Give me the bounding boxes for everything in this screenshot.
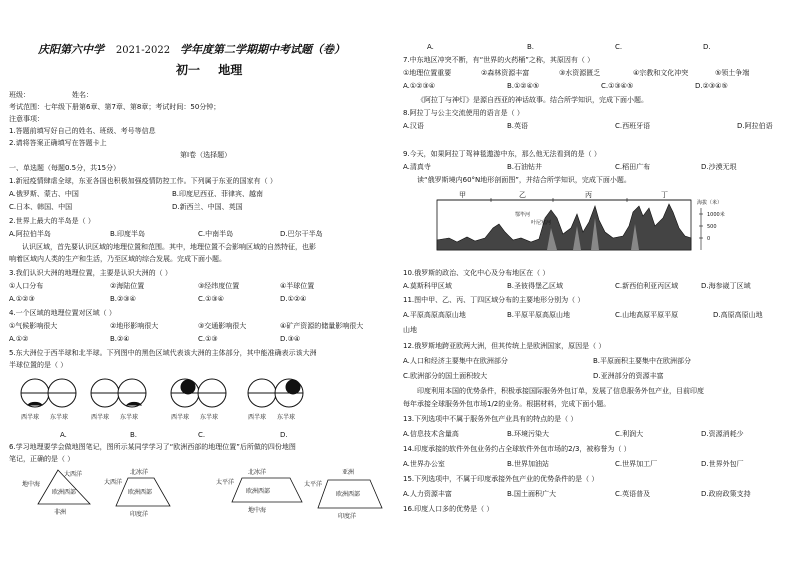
profile-tick-0: 0 (707, 236, 711, 242)
q11-option-c[interactable]: C.山地高原平原平原 (615, 311, 679, 319)
q5-option-a[interactable]: A. (60, 431, 67, 439)
q5-d-east-label: 东半球 (277, 414, 296, 421)
q6-c-left: 太平洋 (216, 479, 235, 486)
q7-stem: 7.中东地区冲突不断，有“世界的火药桶”之称，其原因有（ ） (403, 56, 595, 64)
exam-title-line (38, 44, 345, 56)
notes-title: 注意事项： (9, 115, 44, 123)
q3-option-a[interactable]: A.①②③ (9, 295, 35, 303)
q3-item-3: ③经纬度位置 (198, 282, 240, 290)
class-label: 班级： (9, 91, 30, 99)
q7-item-5: ⑤领土争端 (715, 69, 750, 77)
q3-item-4: ④半球位置 (280, 282, 315, 290)
q15-option-b[interactable]: B.国土面积广大 (507, 490, 557, 498)
q14-option-d[interactable]: D.世界外包厂 (701, 460, 744, 468)
q1-option-c[interactable]: C.日本、韩国、中国 (9, 203, 73, 211)
q3-option-d[interactable]: D.①②④ (280, 295, 307, 303)
q8-stem: 8.阿拉丁与公主交流使用的语言是（ ） (403, 109, 524, 117)
q8-option-d[interactable]: D.阿拉伯语 (737, 122, 773, 130)
passage-4-line-1: 印度利用本国的优势条件，积极承接国际服务外包订单，发展了信息服务外包产业，目前印度 (417, 387, 704, 395)
profile-left-mark: 鄂毕河 (515, 212, 531, 218)
q4-option-a[interactable]: A.①② (9, 335, 29, 343)
q6-a-side: 地中海 (22, 481, 41, 488)
q15-stem: 15.下列选项中，不属于印度承接外包产业的优势条件的是（ ） (403, 475, 599, 483)
profile-label-jia: 甲 (459, 191, 466, 199)
q7-item-4: ④宗教和文化冲突 (633, 69, 689, 77)
q9-stem: 9.今天，如果阿拉丁驾神毯遨游中东，那么他无法看到的是（ ） (403, 150, 601, 158)
q10-option-a[interactable]: A.莫斯科甲区域 (403, 282, 452, 290)
q1-option-b[interactable]: B.印度尼西亚、菲律宾、越南 (172, 190, 264, 198)
q6-a-bottom: 非洲 (54, 509, 67, 516)
q6-c-body: 欧洲西部 (246, 488, 271, 495)
q12-option-a[interactable]: A.人口和经济主要集中在欧洲部分 (403, 357, 508, 365)
q6-d-body: 欧洲西部 (336, 491, 361, 498)
q6-d-top: 亚洲 (342, 469, 355, 476)
q5-stem-line-1: 5.东大洲位于西半球和北半球。下列图中的黑色区域代表该大洲的主体部分，其中能准确表示该大洲 (9, 349, 317, 357)
q7-option-c[interactable]: C.①③④⑤ (601, 82, 634, 90)
q2-option-b[interactable]: B.印度半岛 (110, 230, 146, 238)
q4-item-3: ③交通影响很大 (198, 322, 247, 330)
q6-map-notes-figure (20, 466, 390, 528)
q14-option-a[interactable]: A.世界办公室 (403, 460, 445, 468)
q9-option-a[interactable]: A.清真寺 (403, 163, 431, 171)
q11-option-d[interactable]: D.高原高原山地 (713, 311, 763, 319)
q6-d-left: 太平洋 (304, 481, 323, 488)
q16-stem: 16.印度人口多的优势是（ ） (403, 505, 494, 513)
grade: 初一 (176, 63, 201, 77)
q6-b-top: 北冰洋 (130, 469, 149, 476)
q10-option-b[interactable]: B.圣彼得堡乙区域 (507, 282, 564, 290)
q13-option-d[interactable]: D.资源消耗少 (701, 430, 744, 438)
q10-stem: 10.俄罗斯的政治、文化中心及分布地区在（ ） (403, 269, 550, 277)
terrain-profile-figure (427, 188, 727, 260)
q13-stem: 13.下列选项中不属于服务外包产业具有的特点的是（ ） (403, 415, 578, 423)
q11-option-d-wrap: 山地 (403, 326, 417, 334)
q6-b-left: 大西洋 (104, 479, 123, 486)
q15-option-c[interactable]: C.英语普及 (615, 490, 651, 498)
q14-option-b[interactable]: B.世界加油站 (507, 460, 550, 468)
q7-item-2: ②森林资源丰富 (481, 69, 530, 77)
q10-option-c[interactable]: C.新西伯利亚丙区域 (615, 282, 679, 290)
q7-item-3: ③水资源匮乏 (559, 69, 601, 77)
q6-d-bottom: 印度洋 (338, 513, 357, 520)
q4-stem: 4.一个区域的地理位置对区域（ ） (9, 309, 116, 317)
q5-diagram-c (171, 379, 226, 407)
q7-option-d[interactable]: D.②③④⑤ (695, 82, 728, 90)
q4-option-b[interactable]: B.②④ (110, 335, 130, 343)
q9-option-c[interactable]: C.稻田广布 (615, 163, 651, 171)
passage-2: 《阿拉丁与神灯》是源自西亚的神话故事。结合所学知识，完成下面小题。 (417, 96, 648, 104)
profile-label-yi: 乙 (519, 191, 526, 199)
q3-option-c[interactable]: C.①③④ (198, 295, 224, 303)
section-1-title: 一、单选题（每题0.5分，共15分） (9, 164, 121, 172)
q11-stem: 11.图中甲、乙、丙、丁四区域分布的主要地形分别为（ ） (403, 296, 585, 304)
name-label: 姓名： (72, 91, 93, 99)
q5-diagram-a (21, 379, 76, 407)
passage-3: 读“俄罗斯境内60°N地形剖面图”，并结合所学知识，完成下面小题。 (417, 176, 631, 184)
q7-option-b[interactable]: B.①②④⑤ (507, 82, 540, 90)
part1-title: 第Ⅰ卷（选择题） (180, 151, 232, 159)
q7-item-1: ①地理位置重要 (403, 69, 452, 77)
q2-option-c[interactable]: C.中南半岛 (198, 230, 234, 238)
q4-item-1: ①气候影响很大 (9, 322, 58, 330)
q5-b-east-label: 东半球 (120, 414, 139, 421)
profile-label-bing: 丙 (585, 191, 592, 199)
q6-stem-line-1: 6.学习地理要学会做地图笔记，图所示某同学学习了“欧洲西部的地理位置”后所做的四份地图 (9, 443, 296, 451)
q7-option-a[interactable]: A.①②③④ (403, 82, 435, 90)
q9-option-b[interactable]: B.石油钻井 (507, 163, 543, 171)
profile-height-label: 海拔（米） (697, 200, 723, 206)
q5-d-west-label: 西半球 (248, 414, 267, 421)
exam-scope: 考试范围：七年级下册第6章、第7章、第8章；考试时间：50分钟； (9, 103, 221, 111)
profile-tick-1000: 1000米 (707, 212, 725, 218)
q13-option-c[interactable]: C.利润大 (615, 430, 644, 438)
q5-diagram-d (248, 379, 303, 407)
q5-option-d[interactable]: D. (280, 431, 288, 439)
q2-option-d[interactable]: D.巴尔干半岛 (280, 230, 323, 238)
q8-option-b[interactable]: B.英语 (507, 122, 529, 130)
q4-item-2: ②地形影响很大 (110, 322, 159, 330)
q3-stem: 3.我们认识大洲的地理位置，主要是认识大洲的（ ） (9, 269, 172, 277)
q11-option-b[interactable]: B.平原平原高原山地 (507, 311, 571, 319)
q5-a-east-label: 东半球 (50, 414, 69, 421)
q6-c-bottom: 地中海 (248, 507, 267, 514)
exam-name: 学年度第二学期期中考试题（卷） (179, 43, 345, 56)
q6-b-body: 欧洲西部 (128, 489, 153, 496)
q6-c-top: 北冰洋 (248, 469, 267, 476)
q10-option-d[interactable]: D.海参崴丁区域 (701, 282, 751, 290)
q1-option-a[interactable]: A.俄罗斯、蒙古、中国 (9, 190, 79, 198)
note-2: 2.请将答案正确填写在答题卡上 (9, 139, 107, 147)
q4-item-4: ④矿产资源的储量影响很大 (280, 322, 364, 330)
q2-option-a[interactable]: A.阿拉伯半岛 (9, 230, 51, 238)
q5-hemisphere-figure (10, 375, 310, 423)
q12-stem: 12.俄罗斯地跨亚欧两大洲，但其传统上是欧洲国家，原因是（ ） (403, 342, 606, 350)
q5-b-west-label: 西半球 (91, 414, 110, 421)
q5-c-east-label: 东半球 (200, 414, 219, 421)
q15-option-a[interactable]: A.人力资源丰富 (403, 490, 452, 498)
q3-option-b[interactable]: B.②③④ (110, 295, 136, 303)
q5-stem-line-2: 半球位置的是（ ） (9, 361, 68, 369)
q12-option-b[interactable]: B.平原面积主要集中在欧洲部分 (593, 357, 692, 365)
passage-4-line-2: 每年承接全球服务外包市场1/2的业务。根据材料，完成下面小题。 (403, 400, 611, 408)
q4-option-c[interactable]: C.①③ (198, 335, 218, 343)
q4-option-d[interactable]: D.③④ (280, 335, 301, 343)
q6-stem-line-2: 笔记，正确的是（ ） (9, 455, 75, 463)
note-1: 1.答题前填写好自己的姓名、班级、考号等信息 (9, 127, 156, 135)
profile-tick-500: 500 (707, 224, 717, 230)
q12-option-c[interactable]: C.欧洲部分的国土面积较大 (403, 372, 488, 380)
q12-option-d[interactable]: D.亚洲部分的资源丰富 (593, 372, 664, 380)
q14-option-c[interactable]: C.世界加工厂 (615, 460, 658, 468)
q6-option-c[interactable]: C. (615, 43, 623, 51)
q5-option-c[interactable]: C. (198, 431, 206, 439)
grade-subject (176, 64, 242, 76)
q14-stem: 14.印度承接的软件外包业务约占全球软件外包市场的2/3，被称誉为（ ） (403, 445, 631, 453)
q6-a-body: 欧洲西部 (52, 489, 77, 496)
q9-option-d[interactable]: D.沙漠无垠 (701, 163, 737, 171)
q3-item-1: ①人口分布 (9, 282, 44, 290)
passage-1-line-1: 认识区域，首先要认识区域的地理位置和范围。其中，地理位置不会影响区域的自然特征，也影 (22, 243, 316, 251)
q5-c-west-label: 西半球 (171, 414, 190, 421)
q5-a-west-label: 西半球 (21, 414, 40, 421)
passage-1-line-2: 响着区域内人类的生产和生活，乃至区域的综合发展。完成下面小题。 (9, 255, 226, 263)
school-name: 庆阳第六中学 (38, 43, 104, 56)
q6-option-a[interactable]: A. (427, 43, 434, 51)
q5-option-b[interactable]: B. (130, 431, 138, 439)
q2-stem: 2.世界上最大的半岛是（ ） (9, 217, 95, 225)
profile-label-ding: 丁 (661, 191, 668, 199)
q1-option-d[interactable]: D.新西兰、中国、英国 (172, 203, 243, 211)
q13-option-b[interactable]: B.环境污染大 (507, 430, 550, 438)
q8-option-c[interactable]: C.西班牙语 (615, 122, 651, 130)
q6-a-left: 大西洋 (64, 471, 83, 478)
school-year: 2021-2022 (115, 45, 171, 56)
q6-b-bottom: 印度洋 (130, 511, 149, 518)
q13-option-a[interactable]: A.信息技术含量高 (403, 430, 459, 438)
q1-stem: 1.新冠疫情肆虐全球，东亚各国也积极加强疫情防控工作。下列属于东亚的国家有（ ） (9, 177, 277, 185)
q6-option-b[interactable]: B. (527, 43, 535, 51)
q3-item-2: ②海陆位置 (110, 282, 145, 290)
q11-option-a[interactable]: A.平原高原高原山地 (403, 311, 466, 319)
subject: 地理 (218, 63, 243, 77)
q5-diagram-b (91, 379, 146, 407)
q8-option-a[interactable]: A.汉语 (403, 122, 424, 130)
q15-option-d[interactable]: D.政府政策支持 (701, 490, 751, 498)
profile-mid-mark: 叶尼塞河 (531, 220, 552, 226)
q6-option-d[interactable]: D. (703, 43, 711, 51)
